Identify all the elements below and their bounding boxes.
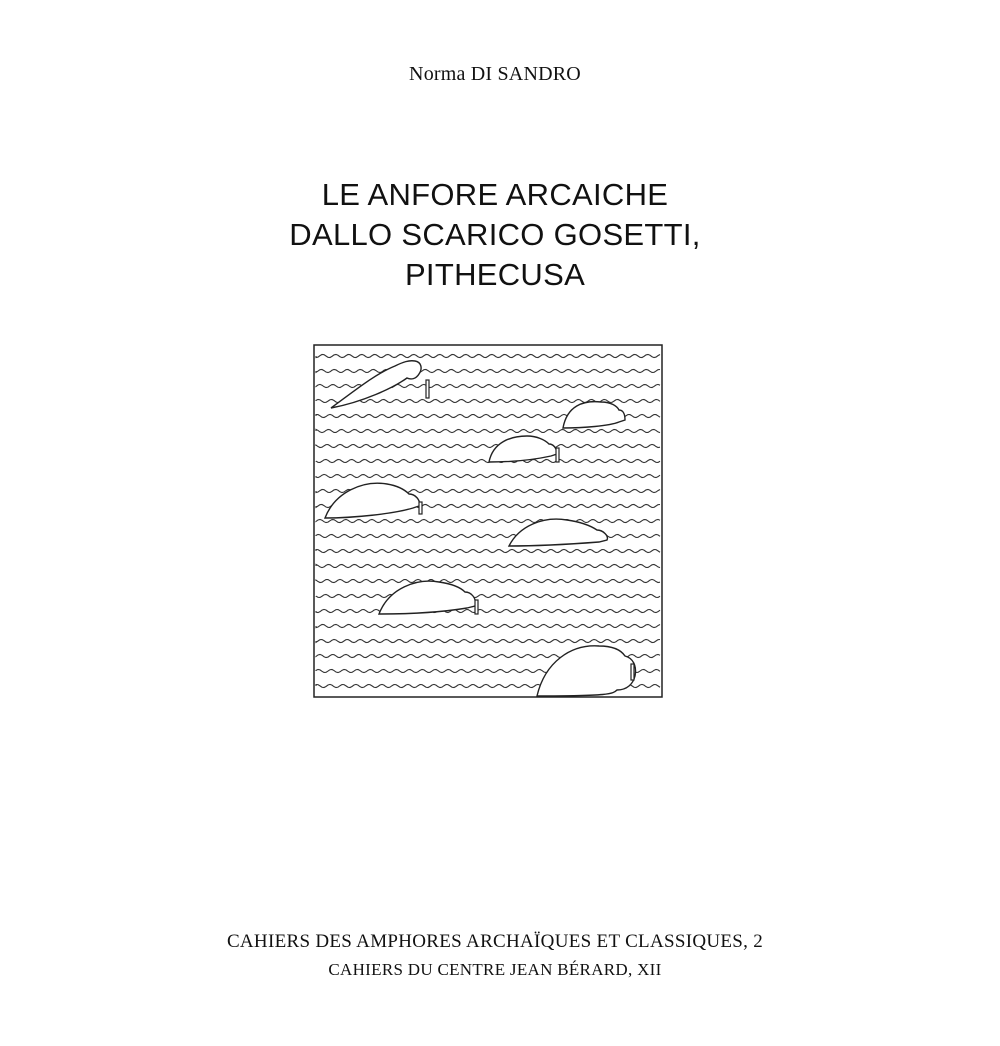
series-line-1: CAHIERS DES AMPHORES ARCHAÏQUES ET CLASSIQUES, 2 (226, 931, 764, 952)
title-line-3: PITHECUSA (404, 257, 586, 292)
title-line-1: LE ANFORE ARCAICHE (321, 177, 669, 212)
amphora-3-handle (556, 448, 559, 462)
series-info (0, 928, 990, 984)
author-name: Norma DI SANDRO (409, 63, 581, 85)
amphorae-in-waves-drawing (313, 344, 663, 698)
cover-illustration (313, 344, 663, 698)
amphora-7-handle (631, 664, 634, 680)
title-line-2: DALLO SCARICO GOSETTI, (289, 217, 701, 252)
amphora-6-handle (475, 600, 478, 614)
series-line-2: CAHIERS DU CENTRE JEAN BÉRARD, XII (328, 960, 662, 979)
book-title (0, 175, 990, 295)
amphora-4-handle (419, 502, 422, 514)
amphora-1-handle (426, 380, 429, 398)
